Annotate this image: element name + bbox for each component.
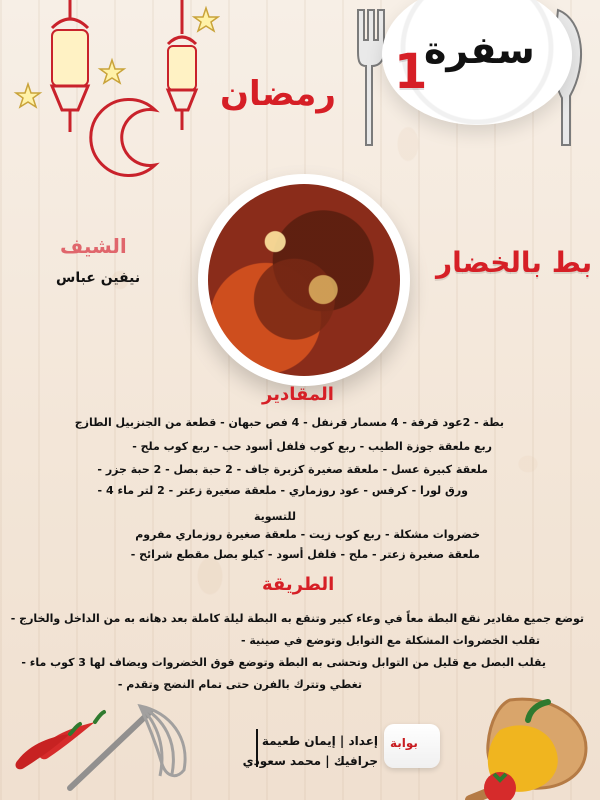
method-step: تغطي وتترك بالفرن حتى تمام النضج وتقدم - bbox=[117, 678, 362, 691]
dish-photo bbox=[198, 174, 410, 386]
chili-pepper-icon bbox=[16, 724, 80, 769]
ingredients-title: المقادير bbox=[262, 384, 334, 405]
method-step: تقلب الخضروات المشكلة مع التوابل وتوضع في صينية - bbox=[240, 634, 540, 647]
seasoning-line: خضروات مشكلة - ربع كوب زيت - ملعقة صغيرة روزماري مفروم bbox=[135, 528, 480, 541]
seasoning-line: ملعقة صغيرة زعتر - ملح - فلفل أسود - كيلو بصل مقطع شرائح - bbox=[130, 548, 480, 561]
chef-title: الشيف bbox=[60, 234, 127, 258]
lantern-icon bbox=[168, 0, 196, 130]
chef-name: نيفين عباس bbox=[56, 270, 141, 286]
fork-icon bbox=[358, 10, 384, 145]
brand-word: سفرة bbox=[424, 28, 535, 72]
method-step: توضع جميع مقادير نقع البطة معاً في وعاء كبير وتنقع به البطة ليلة كاملة بعد دهانه به من الداخل والخارج - bbox=[10, 612, 584, 625]
lantern-icon bbox=[52, 0, 88, 132]
method-title: الطريقة bbox=[262, 574, 335, 595]
credit-line: جرافيك | محمد سعودي bbox=[242, 754, 378, 768]
ingredient-line: ورق لورا - كرفس - عود روزماري - ملعقة صغيرة زعتر - 2 لتر ماء 4 - bbox=[97, 484, 468, 497]
ingredient-line: بطة - 2عود قرفة - 4 مسمار قرنفل - 4 فص حبهان - قطعة من الجنزبيل الطازج bbox=[74, 416, 504, 429]
roast-duck-image bbox=[208, 184, 400, 376]
chili-pepper-icon bbox=[39, 712, 104, 759]
method-step: يقلب البصل مع قليل من التوابل وتحشى به البطة وتوضع فوق الخضروات ويضاف لها 3 كوب ماء - bbox=[21, 656, 546, 669]
brand-number: 1 bbox=[394, 44, 428, 100]
subtitle: رمضان bbox=[220, 74, 336, 114]
ingredients-subheading: للتسوية bbox=[253, 510, 296, 523]
dish-title: بط بالخضار bbox=[436, 246, 593, 279]
ingredient-line: ربع ملعقة جوزة الطيب - ربع كوب فلفل أسود حب - ربع كوب ملح - bbox=[132, 440, 492, 453]
publisher-logo-text: بوابة bbox=[390, 736, 418, 750]
star-icon bbox=[16, 84, 40, 107]
star-icon bbox=[194, 8, 218, 31]
whisk-icon bbox=[70, 706, 185, 788]
star-icon bbox=[100, 60, 124, 83]
ramadan-decor bbox=[0, 0, 220, 190]
ingredient-line: ملعقة كبيرة عسل - ملعقة صغيرة كزبرة جاف - 2 حبة بصل - 2 حبة جزر - bbox=[97, 463, 488, 476]
crescent-moon-icon bbox=[91, 100, 155, 176]
credit-line: إعداد | إيمان طعيمة bbox=[261, 734, 378, 748]
publisher-logo bbox=[384, 724, 440, 768]
